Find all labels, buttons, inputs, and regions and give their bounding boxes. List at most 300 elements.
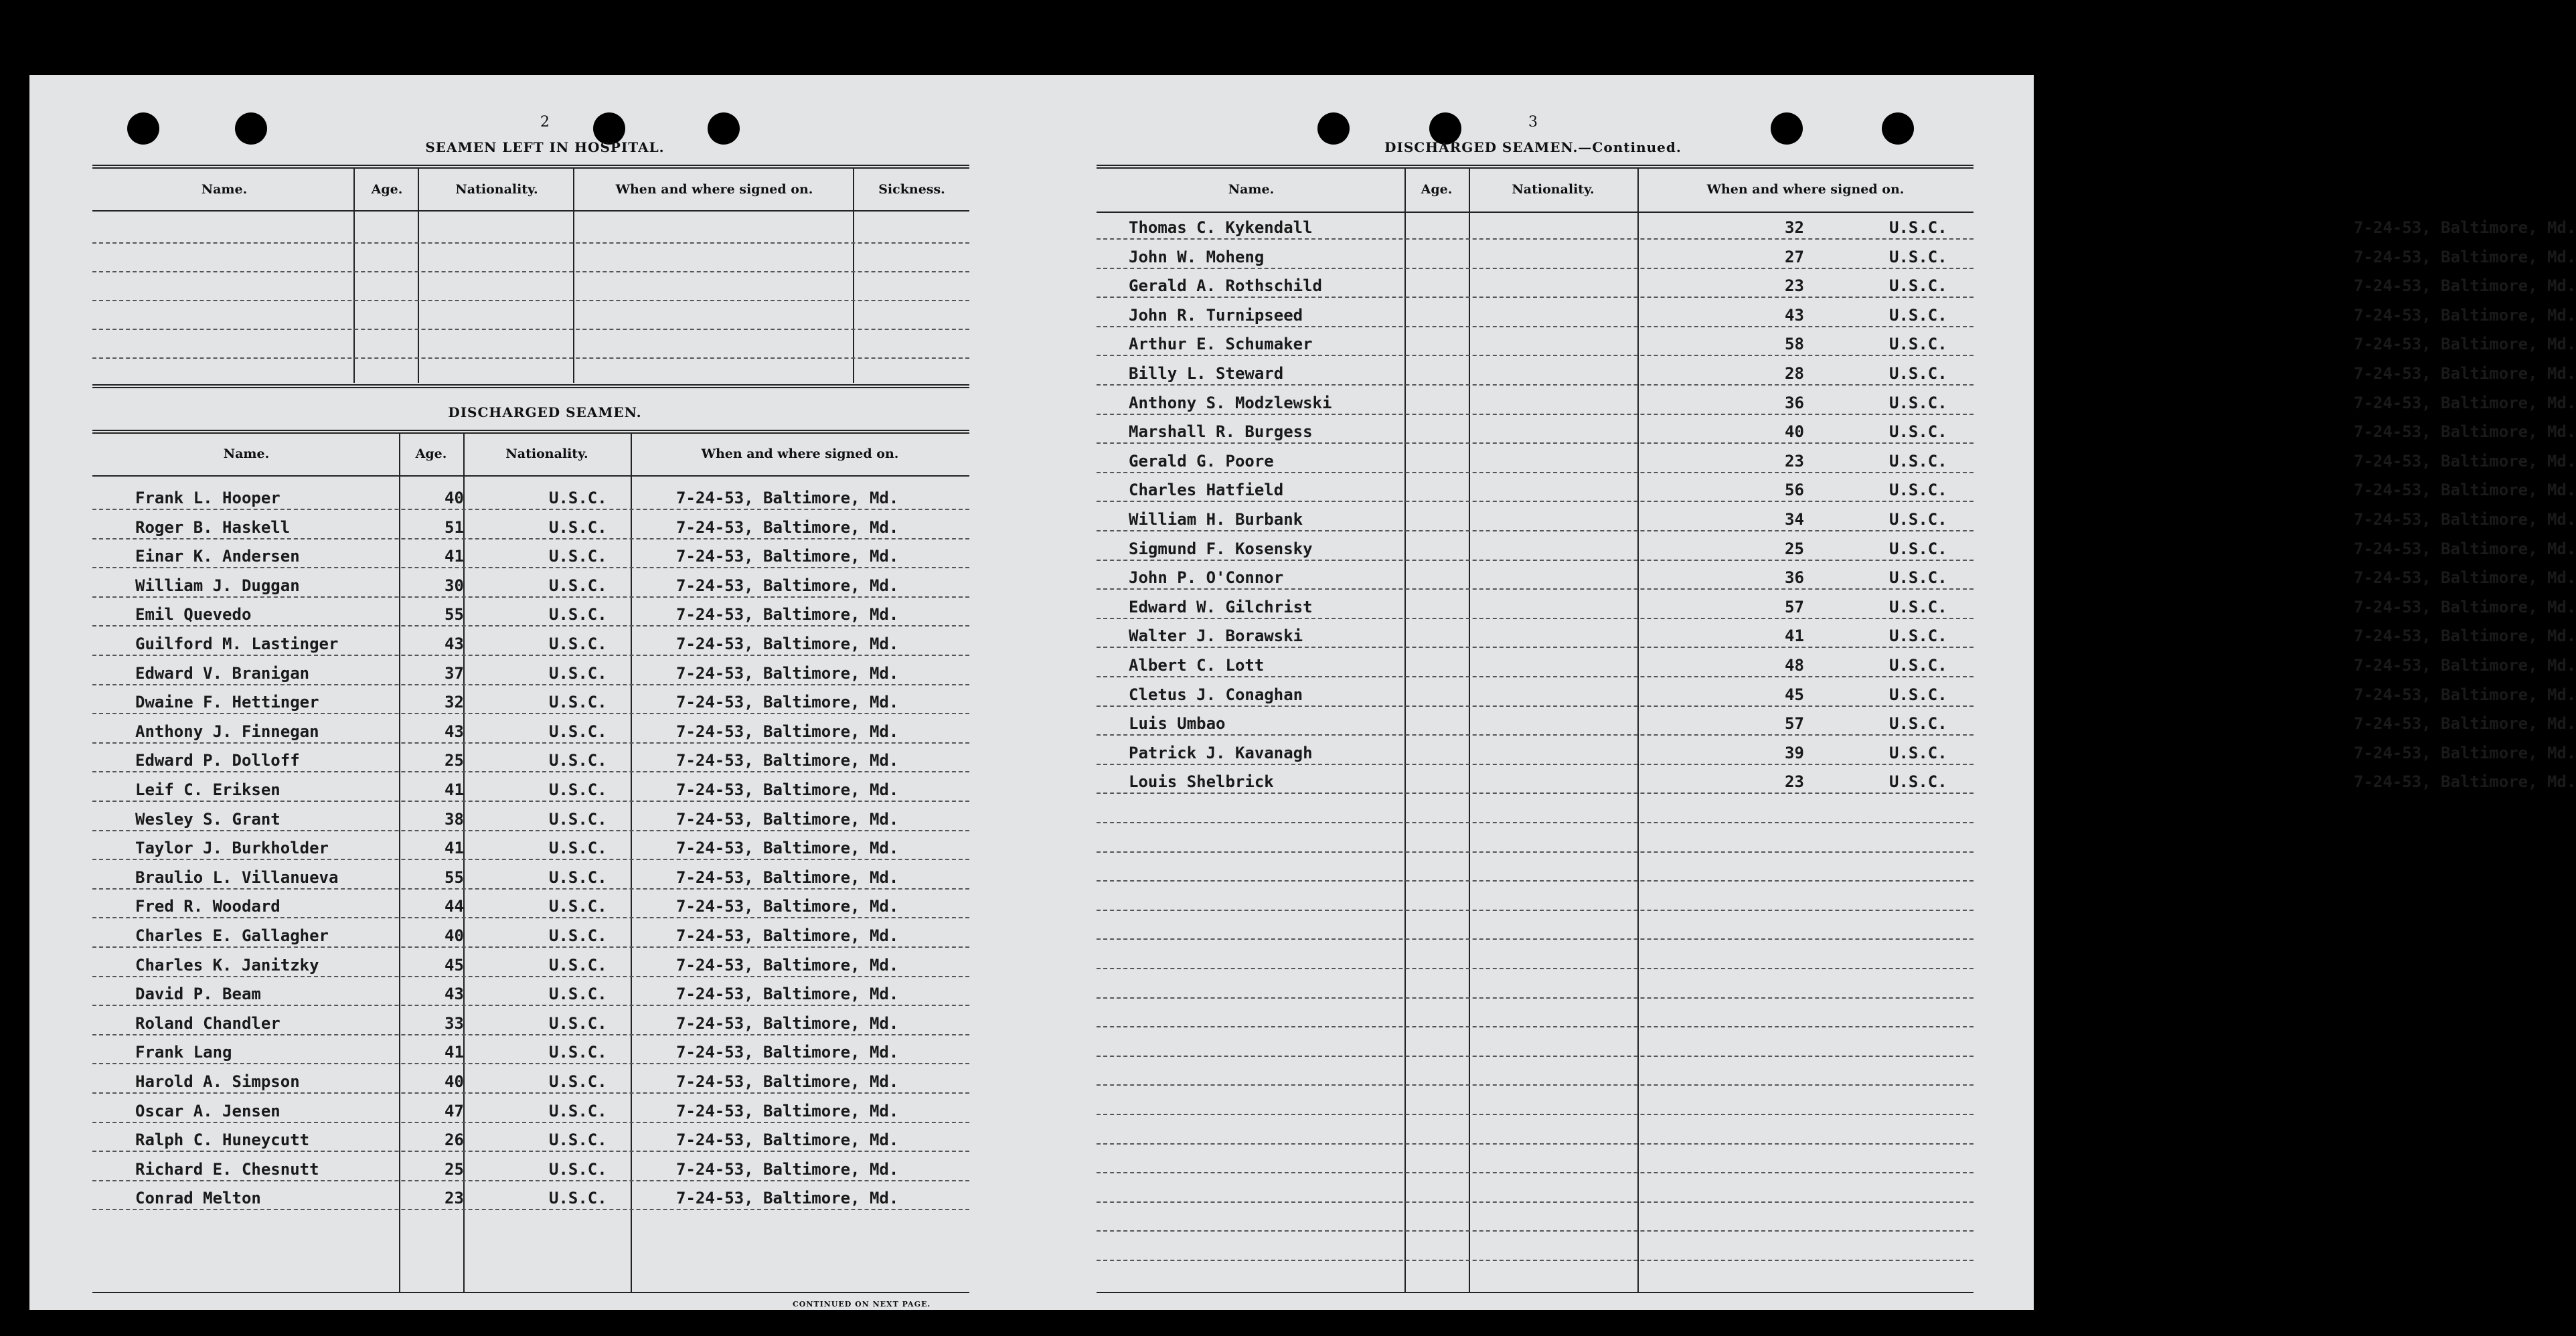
seaman-name: Charles E. Gallagher [135, 926, 329, 945]
seaman-nationality: U.S.C. [549, 547, 607, 566]
seaman-name: William H. Burbank [1129, 510, 1303, 529]
table-row [1097, 393, 2576, 414]
seaman-nationality: U.S.C. [549, 1189, 607, 1208]
seaman-signed-on: 7-24-53, Baltimore, Md. [676, 867, 899, 887]
row-line [92, 684, 969, 685]
row-line [1097, 588, 1974, 590]
seaman-nationality: U.S.C. [549, 1072, 607, 1091]
seaman-name: Arthur E. Schumaker [1129, 335, 1313, 354]
table-row [92, 576, 969, 596]
seaman-name: Anthony S. Modzlewski [1129, 393, 1332, 412]
seaman-signed-on: 7-24-53, Baltimore, Md. [2354, 481, 2576, 500]
seaman-signed-on: 7-24-53, Baltimore, Md. [676, 547, 899, 566]
row-line [1097, 297, 1974, 298]
row-line [92, 888, 969, 890]
seaman-nationality: U.S.C. [1889, 772, 1947, 792]
seaman-name: Conrad Melton [135, 1189, 261, 1208]
seaman-nationality: U.S.C. [1889, 510, 1947, 529]
empty-row-line [1097, 851, 1974, 853]
seaman-age: 28 [1785, 364, 1804, 383]
table-row [92, 1131, 969, 1151]
seaman-nationality: U.S.C. [1889, 568, 1947, 588]
seaman-signed-on: 7-24-53, Baltimore, Md. [676, 985, 899, 1004]
seaman-nationality: U.S.C. [1889, 247, 1947, 266]
seaman-nationality: U.S.C. [549, 985, 607, 1004]
seaman-age: 40 [445, 1072, 464, 1091]
seaman-age: 23 [1785, 276, 1804, 296]
seaman-signed-on: 7-24-53, Baltimore, Md. [2354, 305, 2576, 325]
table-row [92, 897, 969, 917]
seaman-nationality: U.S.C. [1889, 276, 1947, 296]
seaman-nationality: U.S.C. [549, 605, 607, 624]
table-row [92, 1043, 969, 1063]
row-line [1097, 384, 1974, 386]
table-row [92, 780, 969, 801]
table-bottom-rule [1097, 1292, 1974, 1293]
discharged-header-name: Name. [223, 446, 270, 461]
seaman-nationality: U.S.C. [1889, 714, 1947, 734]
row-line [1097, 472, 1974, 473]
row-line [92, 830, 969, 831]
empty-row-line [1097, 938, 1974, 940]
table-row [92, 664, 969, 684]
seaman-signed-on: 7-24-53, Baltimore, Md. [2354, 656, 2576, 675]
seaman-age: 47 [445, 1101, 464, 1120]
seaman-signed-on: 7-24-53, Baltimore, Md. [2354, 422, 2576, 442]
row-line [1097, 647, 1974, 648]
seaman-nationality: U.S.C. [1889, 305, 1947, 325]
seaman-nationality: U.S.C. [549, 1159, 607, 1179]
seaman-age: 40 [445, 489, 464, 507]
seaman-age: 58 [1785, 335, 1804, 354]
seaman-nationality: U.S.C. [1889, 627, 1947, 646]
seaman-age: 23 [1785, 772, 1804, 792]
column-divider [418, 169, 419, 383]
seaman-signed-on: 7-24-53, Baltimore, Md. [676, 1189, 899, 1208]
seaman-signed-on: 7-24-53, Baltimore, Md. [2354, 364, 2576, 383]
row-line [92, 801, 969, 802]
seaman-signed-on: 7-24-53, Baltimore, Md. [2354, 772, 2576, 792]
column-divider [853, 169, 854, 383]
column-divider [353, 169, 355, 383]
seaman-age: 44 [445, 897, 464, 916]
hospital-header-age: Age. [371, 182, 403, 197]
seaman-name: John R. Turnipseed [1129, 305, 1303, 325]
seaman-signed-on: 7-24-53, Baltimore, Md. [2354, 568, 2576, 588]
page-number: 2 [540, 114, 550, 131]
table-row [92, 635, 969, 655]
row-line [92, 771, 969, 772]
row-line [92, 625, 969, 627]
table-bottom-rule [92, 1292, 969, 1293]
seaman-signed-on: 7-24-53, Baltimore, Md. [2354, 510, 2576, 529]
header-signed-on: When and where signed on. [1706, 182, 1905, 197]
seaman-name: Thomas C. Kykendall [1129, 218, 1313, 237]
table-row [1097, 743, 2576, 764]
header-rule [1097, 212, 1974, 213]
seaman-nationality: U.S.C. [549, 576, 607, 595]
seaman-age: 51 [445, 517, 464, 537]
seaman-name: Ralph C. Huneycutt [135, 1131, 310, 1150]
row-line [1097, 792, 1974, 794]
seaman-signed-on: 7-24-53, Baltimore, Md. [676, 1159, 899, 1179]
row-line [92, 976, 969, 977]
seaman-nationality: U.S.C. [1889, 218, 1947, 237]
row-line [1097, 501, 1974, 502]
seaman-name: Marshall R. Burgess [1129, 422, 1313, 442]
continued-section-title: DISCHARGED SEAMEN.—Continued. [1384, 139, 1682, 155]
row-line [92, 1005, 969, 1006]
seaman-age: 43 [445, 722, 464, 741]
table-row [92, 985, 969, 1005]
table-row [1097, 597, 2576, 618]
seaman-signed-on: 7-24-53, Baltimore, Md. [676, 780, 899, 799]
seaman-name: Frank Lang [135, 1043, 232, 1062]
table-row [1097, 451, 2576, 472]
binder-hole [1771, 112, 1803, 145]
empty-row-line [1097, 1084, 1974, 1086]
seaman-signed-on: 7-24-53, Baltimore, Md. [2354, 597, 2576, 616]
seaman-nationality: U.S.C. [1889, 481, 1947, 500]
seaman-signed-on: 7-24-53, Baltimore, Md. [676, 605, 899, 624]
seaman-age: 43 [445, 635, 464, 653]
seaman-nationality: U.S.C. [1889, 539, 1947, 558]
document-sheet [29, 75, 2576, 1310]
seaman-signed-on: 7-24-53, Baltimore, Md. [676, 1131, 899, 1150]
seaman-signed-on: 7-24-53, Baltimore, Md. [2354, 539, 2576, 558]
hospital-header-name: Name. [201, 182, 248, 197]
seaman-nationality: U.S.C. [549, 517, 607, 537]
row-line [1097, 734, 1974, 736]
seaman-name: William J. Duggan [135, 576, 300, 595]
seaman-name: Sigmund F. Kosensky [1129, 539, 1313, 558]
seaman-age: 41 [1785, 627, 1804, 646]
table-row [1097, 510, 2576, 530]
seaman-age: 55 [445, 605, 464, 624]
hospital-header-signed-on: When and where signed on. [615, 182, 813, 197]
empty-row-line [1097, 968, 1974, 969]
seaman-age: 57 [1785, 714, 1804, 734]
empty-row-line [92, 242, 969, 244]
seaman-age: 38 [445, 809, 464, 829]
seaman-nationality: U.S.C. [1889, 393, 1947, 412]
seaman-age: 37 [445, 663, 464, 683]
seaman-signed-on: 7-24-53, Baltimore, Md. [2354, 218, 2576, 237]
seaman-age: 43 [445, 985, 464, 1004]
seaman-signed-on: 7-24-53, Baltimore, Md. [676, 926, 899, 945]
seaman-name: Emil Quevedo [135, 605, 252, 624]
seaman-signed-on: 7-24-53, Baltimore, Md. [2354, 743, 2576, 762]
discharged-header-signed-on: When and where signed on. [701, 446, 899, 461]
empty-row-line [1097, 910, 1974, 911]
seaman-nationality: U.S.C. [549, 867, 607, 887]
seaman-name: Edward W. Gilchrist [1129, 597, 1313, 616]
table-row [1097, 656, 2576, 676]
row-line [1097, 676, 1974, 677]
seaman-age: 40 [1785, 422, 1804, 442]
seaman-nationality: U.S.C. [1889, 364, 1947, 383]
seaman-name: Patrick J. Kavanagh [1129, 743, 1313, 762]
seaman-age: 41 [445, 1043, 464, 1062]
seaman-name: Dwaine F. Hettinger [135, 693, 319, 712]
seaman-nationality: U.S.C. [1889, 656, 1947, 675]
header-rule [92, 475, 969, 477]
seaman-age: 57 [1785, 597, 1804, 616]
seaman-nationality: U.S.C. [549, 751, 607, 770]
seaman-name: Walter J. Borawski [1129, 627, 1303, 646]
seaman-age: 56 [1785, 481, 1804, 500]
seaman-name: Charles K. Janitzky [135, 955, 319, 975]
seaman-signed-on: 7-24-53, Baltimore, Md. [676, 663, 899, 683]
seaman-age: 41 [445, 839, 464, 858]
seaman-name: Louis Shelbrick [1129, 772, 1274, 792]
empty-row-line [1097, 822, 1974, 823]
seaman-signed-on: 7-24-53, Baltimore, Md. [2354, 451, 2576, 471]
seaman-age: 36 [1785, 568, 1804, 588]
row-line [92, 567, 969, 568]
seaman-age: 40 [445, 926, 464, 945]
seaman-name: Roger B. Haskell [135, 517, 291, 537]
seaman-age: 45 [445, 955, 464, 975]
seaman-nationality: U.S.C. [1889, 685, 1947, 704]
seaman-name: Fred R. Woodard [135, 897, 280, 916]
empty-row-line [1097, 1056, 1974, 1057]
table-row [1097, 772, 2576, 792]
seaman-age: 41 [445, 780, 464, 799]
seaman-age: 23 [445, 1189, 464, 1208]
header-name: Name. [1228, 182, 1275, 197]
table-row [1097, 481, 2576, 501]
seaman-age: 36 [1785, 393, 1804, 412]
seaman-signed-on: 7-24-53, Baltimore, Md. [676, 1013, 899, 1033]
hospital-header-nationality: Nationality. [455, 182, 538, 197]
empty-row-line [1097, 1114, 1974, 1115]
seaman-name: Gerald G. Poore [1129, 451, 1274, 471]
table-row [1097, 364, 2576, 384]
table-row [92, 1072, 969, 1092]
row-line [92, 509, 969, 510]
hospital-header-sickness: Sickness. [878, 182, 945, 197]
row-line [1097, 414, 1974, 415]
table-row [92, 693, 969, 713]
seaman-signed-on: 7-24-53, Baltimore, Md. [676, 722, 899, 741]
seaman-signed-on: 7-24-53, Baltimore, Md. [676, 897, 899, 916]
header-nationality: Nationality. [1512, 182, 1595, 197]
seaman-nationality: U.S.C. [549, 722, 607, 741]
title-rule [92, 165, 969, 169]
table-row [92, 926, 969, 946]
hospital-section-title: SEAMEN LEFT IN HOSPITAL. [425, 139, 665, 155]
table-row [1097, 714, 2576, 734]
seaman-age: 39 [1785, 743, 1804, 762]
seaman-age: 55 [445, 867, 464, 887]
seaman-name: John W. Moheng [1129, 247, 1265, 266]
row-line [92, 1180, 969, 1181]
seaman-nationality: U.S.C. [549, 926, 607, 945]
table-row [92, 518, 969, 538]
table-row [92, 839, 969, 859]
row-line [92, 1034, 969, 1035]
seaman-age: 33 [445, 1013, 464, 1033]
seaman-age: 41 [445, 547, 464, 566]
seaman-signed-on: 7-24-53, Baltimore, Md. [676, 955, 899, 975]
seaman-name: David P. Beam [135, 985, 261, 1004]
seaman-nationality: U.S.C. [549, 1013, 607, 1033]
seaman-nationality: U.S.C. [549, 780, 607, 799]
seaman-age: 25 [445, 1159, 464, 1179]
row-line [92, 655, 969, 656]
empty-row-line [1097, 1230, 1974, 1232]
seaman-signed-on: 7-24-53, Baltimore, Md. [2354, 627, 2576, 646]
section-rule [92, 384, 969, 388]
seaman-signed-on: 7-24-53, Baltimore, Md. [676, 489, 899, 507]
row-line [1097, 326, 1974, 327]
row-line [92, 917, 969, 918]
row-line [92, 1209, 969, 1210]
binder-hole [1317, 112, 1350, 145]
table-row [1097, 422, 2576, 442]
empty-row-line [1097, 997, 1974, 999]
empty-row-line [92, 329, 969, 330]
seaman-signed-on: 7-24-53, Baltimore, Md. [676, 1101, 899, 1120]
seaman-age: 25 [445, 751, 464, 770]
seaman-age: 48 [1785, 656, 1804, 675]
table-row [92, 1014, 969, 1034]
seaman-nationality: U.S.C. [1889, 451, 1947, 471]
table-row [92, 722, 969, 742]
table-row [92, 547, 969, 567]
discharged-header-nationality: Nationality. [505, 446, 588, 461]
row-line [1097, 442, 1974, 444]
seaman-signed-on: 7-24-53, Baltimore, Md. [676, 635, 899, 653]
empty-row-line [1097, 1201, 1974, 1203]
seaman-nationality: U.S.C. [549, 1131, 607, 1150]
table-row [92, 1102, 969, 1122]
seaman-signed-on: 7-24-53, Baltimore, Md. [676, 1072, 899, 1091]
seaman-age: 23 [1785, 451, 1804, 471]
row-line [1097, 764, 1974, 765]
row-line [1097, 355, 1974, 356]
seaman-signed-on: 7-24-53, Baltimore, Md. [2354, 335, 2576, 354]
table-row [1097, 276, 2576, 297]
seaman-name: Guilford M. Lastinger [135, 635, 339, 653]
empty-row-line [1097, 1260, 1974, 1261]
seaman-name: Roland Chandler [135, 1013, 280, 1033]
row-line [92, 859, 969, 860]
page-number: 3 [1528, 114, 1538, 131]
seaman-nationality: U.S.C. [549, 897, 607, 916]
row-line [92, 1063, 969, 1064]
seaman-name: Luis Umbao [1129, 714, 1226, 734]
seaman-signed-on: 7-24-53, Baltimore, Md. [676, 751, 899, 770]
header-rule [92, 210, 969, 212]
discharged-header-age: Age. [415, 446, 447, 461]
seaman-age: 34 [1785, 510, 1804, 529]
seaman-name: Frank L. Hooper [135, 489, 280, 507]
row-line [1097, 705, 1974, 707]
row-line [1097, 268, 1974, 269]
header-age: Age. [1421, 182, 1453, 197]
seaman-name: Billy L. Steward [1129, 364, 1284, 383]
table-row [92, 751, 969, 771]
seaman-name: John P. O'Connor [1129, 568, 1284, 588]
empty-row-line [92, 357, 969, 359]
table-row [1097, 568, 2576, 588]
seaman-signed-on: 7-24-53, Baltimore, Md. [2354, 247, 2576, 266]
seaman-nationality: U.S.C. [1889, 422, 1947, 442]
seaman-name: Oscar A. Jensen [135, 1101, 280, 1120]
seaman-nationality: U.S.C. [1889, 597, 1947, 616]
seaman-name: Harold A. Simpson [135, 1072, 300, 1091]
seaman-name: Anthony J. Finnegan [135, 722, 319, 741]
seaman-name: Edward P. Dolloff [135, 751, 300, 770]
table-row [92, 868, 969, 888]
table-row [1097, 335, 2576, 355]
table-row [92, 810, 969, 830]
continued-footer: CONTINUED ON NEXT PAGE. [793, 1300, 931, 1309]
row-line [1097, 560, 1974, 561]
seaman-nationality: U.S.C. [549, 635, 607, 653]
seaman-age: 45 [1785, 685, 1804, 704]
table-row [1097, 685, 2576, 705]
row-line [92, 596, 969, 598]
empty-row-line [1097, 1143, 1974, 1145]
table-row [92, 605, 969, 625]
table-row [1097, 247, 2576, 268]
seaman-signed-on: 7-24-53, Baltimore, Md. [2354, 714, 2576, 734]
seaman-age: 26 [445, 1131, 464, 1150]
table-row [1097, 539, 2576, 560]
row-line [92, 1092, 969, 1094]
table-row [92, 1189, 969, 1209]
binder-hole [708, 112, 740, 145]
seaman-name: Edward V. Branigan [135, 663, 310, 683]
empty-row-line [1097, 880, 1974, 882]
row-line [92, 1151, 969, 1152]
title-rule [1097, 165, 1974, 169]
seaman-age: 30 [445, 576, 464, 595]
seaman-nationality: U.S.C. [549, 955, 607, 975]
seaman-name: Charles Hatfield [1129, 481, 1284, 500]
table-row [1097, 627, 2576, 647]
table-row [1097, 218, 2576, 238]
table-row [1097, 305, 2576, 326]
seaman-signed-on: 7-24-53, Baltimore, Md. [2354, 393, 2576, 412]
empty-row-line [92, 300, 969, 301]
seaman-nationality: U.S.C. [549, 809, 607, 829]
seaman-nationality: U.S.C. [1889, 743, 1947, 762]
seaman-age: 32 [445, 693, 464, 712]
row-line [92, 742, 969, 744]
seaman-name: Taylor J. Burkholder [135, 839, 329, 858]
row-line [1097, 238, 1974, 240]
seaman-age: 32 [1785, 218, 1804, 237]
seaman-name: Leif C. Eriksen [135, 780, 280, 799]
seaman-nationality: U.S.C. [549, 663, 607, 683]
table-row [92, 1160, 969, 1180]
seaman-name: Richard E. Chesnutt [135, 1159, 319, 1179]
seaman-nationality: U.S.C. [549, 1043, 607, 1062]
empty-row-line [1097, 1026, 1974, 1027]
seaman-name: Einar K. Andersen [135, 547, 300, 566]
empty-row-line [1097, 1172, 1974, 1173]
discharged-section-title: DISCHARGED SEAMEN. [448, 404, 642, 420]
empty-row-line [92, 271, 969, 272]
binder-hole [127, 112, 159, 145]
seaman-nationality: U.S.C. [549, 839, 607, 858]
row-line [1097, 618, 1974, 619]
seaman-signed-on: 7-24-53, Baltimore, Md. [676, 517, 899, 537]
